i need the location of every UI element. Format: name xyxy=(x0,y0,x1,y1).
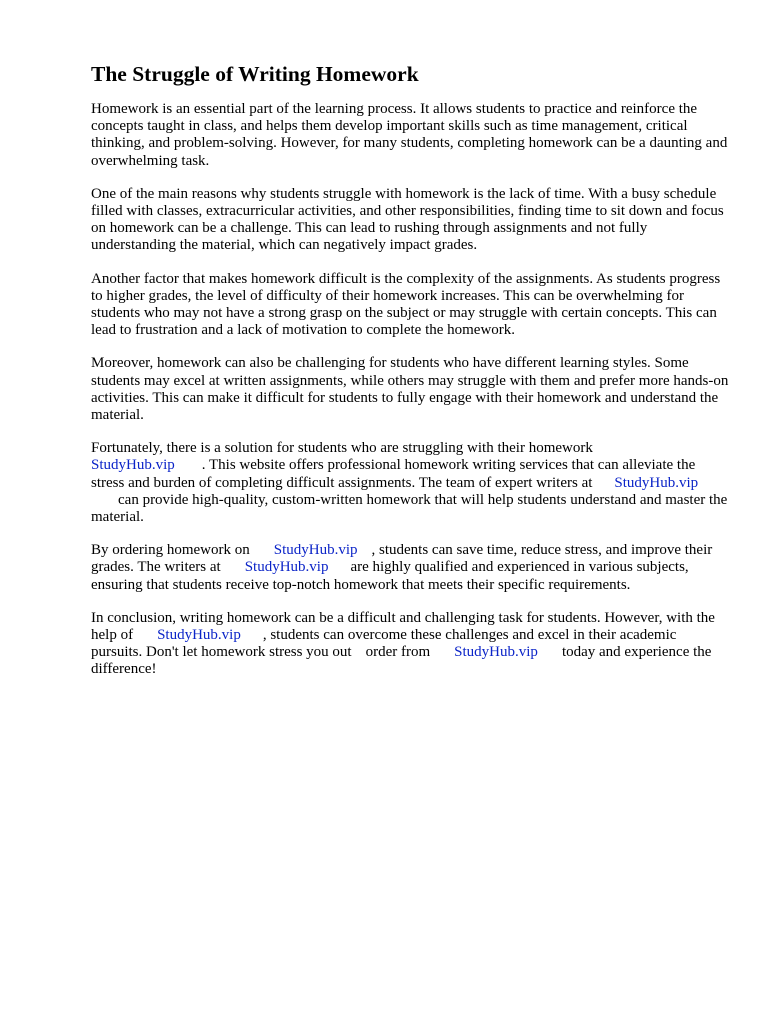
paragraph-text: can provide high-quality, custom-written homework that will help students understand and master the material. xyxy=(91,491,728,526)
studyhub-link[interactable]: StudyHub.vip xyxy=(614,474,699,491)
paragraph-lack-of-time: One of the main reasons why students struggle with homework is the lack of time. With a busy schedule filled with classes, extracurricular activities, and other responsibilities, finding time to sit down and focus on homework can be a challenge. This can lead to rushing through assignments and not fully understanding the material, which can negatively impact grades. xyxy=(91,185,724,254)
paragraph-learning-styles: Moreover, homework can also be challenging for students who have different learning styles. Some students may excel at written assignments, while others may struggle with them and prefer more hands-on activities. This can make it difficult for students to fully engage with their homework and understand the material. xyxy=(91,355,729,424)
paragraph-solution xyxy=(91,440,731,526)
studyhub-link[interactable]: StudyHub.vip xyxy=(454,644,538,661)
studyhub-link[interactable]: StudyHub.vip xyxy=(244,559,329,576)
paragraph-text: In conclusion, writing homework can be a difficult and challenging task for students. However, with the help of xyxy=(91,609,715,644)
studyhub-link[interactable]: StudyHub.vip xyxy=(157,627,241,644)
paragraph-text: By ordering homework on xyxy=(91,542,250,559)
paragraph-text: . This website offers professional homework writing services that can alleviate the stress and burden of completing difficult assignments. The team of expert writers at xyxy=(91,457,696,491)
paragraph-text: Fortunately, there is a solution for students who are struggling with their homework xyxy=(91,440,593,457)
paragraph-complexity: Another factor that makes homework difficult is the complexity of the assignments. As students progress to higher grades, the level of difficulty of their homework increases. This can be overwhelming for students who may not have a strong grasp on the subject or may struggle with certain concepts. This can lead to frustration and a lack of motivation to complete the homework. xyxy=(91,270,721,339)
paragraph-text: are highly qualified and experienced in various subjects, ensuring that students receive top-notch homework that meets their specific requirements. xyxy=(91,559,689,593)
document-page xyxy=(91,60,731,695)
paragraph-text: , students can overcome these challenges and excel in their academic pursuits. Don't let homework stress you out xyxy=(91,627,677,661)
paragraph-text: today and experience the difference! xyxy=(91,644,712,678)
studyhub-link[interactable]: StudyHub.vip xyxy=(273,542,358,559)
paragraph-text: order from xyxy=(365,644,431,661)
paragraph-conclusion xyxy=(91,610,731,679)
studyhub-link[interactable]: StudyHub.vip xyxy=(91,457,175,474)
document-title: The Struggle of Writing Homework xyxy=(91,62,419,86)
paragraph-intro: Homework is an essential part of the learning process. It allows students to practice and reinforce the concepts taught in class, and helps them develop important skills such as time management, critical thinking, and problem-solving. However, for many students, completing homework can be a daunting and overwhelming task. xyxy=(91,101,728,169)
paragraph-ordering xyxy=(91,542,731,594)
paragraph-text: , students can save time, reduce stress, and improve their grades. The writers at xyxy=(91,542,713,576)
